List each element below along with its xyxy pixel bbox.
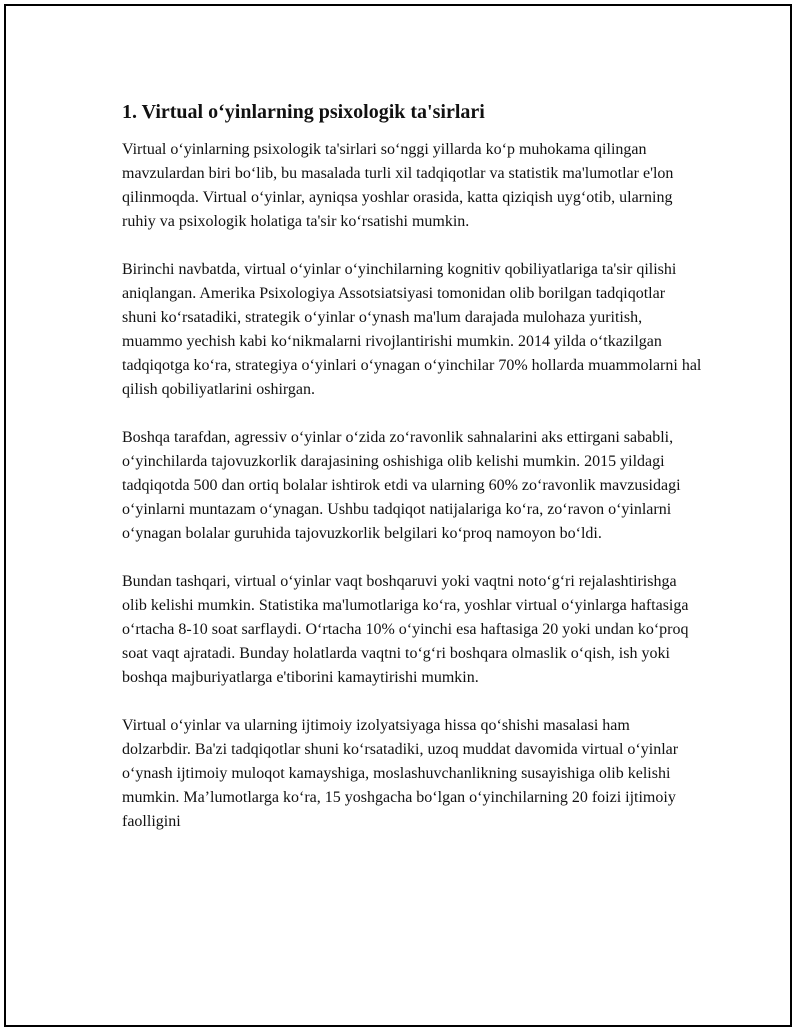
paragraph-time-management: Bundan tashqari, virtual o‘yinlar vaqt boshqaruvi yoki vaqtni noto‘g‘ri rejalashtirishga olib kelishi mumkin. Statistika ma'lumotlariga ko‘ra, yoshlar virtual o‘yinlarga haftasiga o‘rtacha 8-10 soat sarflaydi. O‘rtacha 10% o‘yinchi esa haftasiga 20 yoki undan ko‘proq soat vaqt ajratadi. Bunday holatlarda vaqtni to‘g‘ri boshqara olmaslik o‘qish, ish yoki boshqa majburiyatlarga e'tiborini kamaytirishi mumkin.: [122, 573, 689, 686]
section-heading: 1. Virtual o‘yinlarning psixologik ta'sirlari: [122, 101, 485, 123]
paragraph-social-isolation: Virtual o‘yinlar va ularning ijtimoiy izolyatsiyaga hissa qo‘shishi masalasi ham dolzarbdir. Ba'zi tadqiqotlar shuni ko‘rsatadiki, uzoq muddat davomida virtual o‘yinlar o‘ynash ijtimoiy muloqot kamayshiga, moslashuvchanlikning susayishiga olib kelishi mumkin. Ma’lumotlarga ko‘ra, 15 yoshgacha bo‘lgan o‘yinchilarning 20 foizi ijtimoiy faolligini: [122, 717, 679, 830]
paragraph-intro: Virtual o‘yinlarning psixologik ta'sirlari so‘nggi yillarda ko‘p muhokama qilingan mavzulardan biri bo‘lib, bu masalada turli xil tadqiqotlar va statistik ma'lumotlar e'lon qilinmoqda. Virtual o‘yinlar, ayniqsa yoshlar orasida, katta qiziqish uyg‘otib, ularning ruhiy va psixologik holatiga ta'sir ko‘rsatishi mumkin.: [122, 141, 674, 230]
document-body: [122, 98, 702, 858]
paragraph-aggression: Boshqa tarafdan, agressiv o‘yinlar o‘zida zo‘ravonlik sahnalarini aks ettirgani sababli, o‘yinchilarda tajovuzkorlik darajasining oshishiga olib kelishi mumkin. 2015 yildagi tadqiqotda 500 dan ortiq bolalar ishtirok etdi va ularning 60% zo‘ravonlik mavzusidagi o‘yinlarni muntazam o‘ynagan. Ushbu tadqiqot natijalariga ko‘ra, zo‘ravon o‘yinlarni o‘ynagan bolalar guruhida tajovuzkorlik belgilari ko‘proq namoyon bo‘ldi.: [122, 429, 681, 542]
paragraph-cognitive: Birinchi navbatda, virtual o‘yinlar o‘yinchilarning kognitiv qobiliyatlariga ta'sir qilishi aniqlangan. Amerika Psixologiya Assotsiatsiyasi tomonidan olib borilgan tadqiqotlar shuni ko‘rsatadiki, strategik o‘yinlar o‘ynash ma'lum darajada mulohaza yuritish, muammo yechish kabi ko‘nikmalarni rivojlantirishi mumkin. 2014 yilda o‘tkazilgan tadqiqotga ko‘ra, strategiya o‘yinlari o‘ynagan o‘yinchilar 70% hollarda muammolarni hal qilish qobiliyatlarini oshirgan.: [122, 261, 702, 398]
page-frame: [4, 4, 792, 1027]
